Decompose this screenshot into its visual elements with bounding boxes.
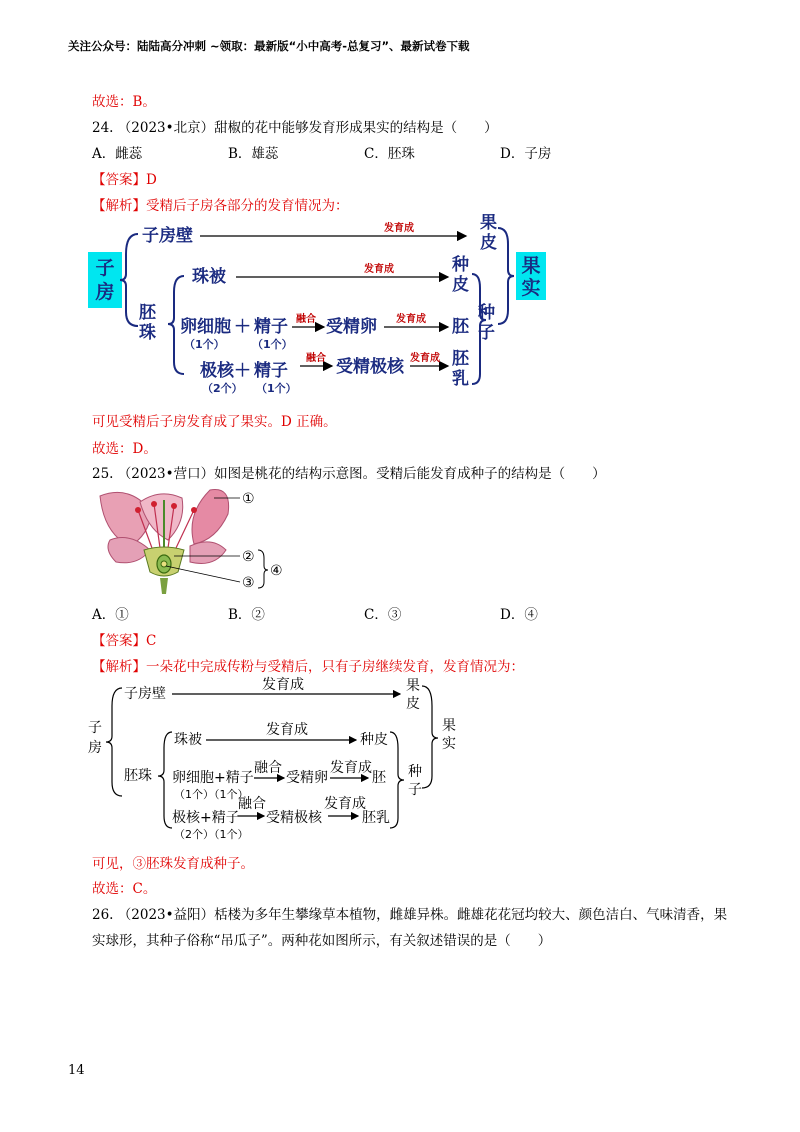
peel-label-2: 皮 [480,233,497,253]
q24-conclusion-2: 故选：D。 [92,441,157,457]
label-4: ④ [270,563,283,579]
fruit-label-2: 实 [521,277,541,299]
m-fruit-2: 实 [442,736,456,752]
sperm-label-1: 精子 [254,317,288,337]
q25-analysis [92,655,524,675]
q25-answer [92,629,156,649]
q25-conclusion-1: 可见，③胚珠发育成种子。 [92,856,254,872]
answer-value: D [146,172,157,188]
sperm-label-2: 精子 [254,361,288,381]
zygote-label: 受精卵 [326,317,377,337]
q24-conclusion-1: 可见受精后子房发育成了果实。D 正确。 [92,414,337,430]
egg-label: 卵细胞 [180,317,231,337]
m-ovary-wall: 子房壁 [124,686,166,702]
q24-stem: 24. （2023•北京）甜椒的花中能够发育形成果实的结构是（ ） [92,120,498,136]
ovary-brace [120,234,138,326]
q25-option-c: C．③ [364,607,402,623]
m-embryo: 胚 [372,770,386,786]
m-seed-1: 种 [408,764,422,780]
label-2: ② [242,549,255,565]
m-counts-2: （2个）（1个） [174,828,249,841]
m-ovary-1: 子 [88,720,102,736]
embryo-label: 胚 [452,317,469,337]
m-develop-3: 发育成 [330,760,372,776]
seedcoat-label-2: 皮 [452,275,469,295]
ovary-wall-label: 子房壁 [142,226,193,246]
m-ovule: 胚珠 [124,768,152,784]
endo-label-2: 乳 [452,369,469,389]
m-endo: 胚乳 [362,810,390,826]
q25-option-b: B．② [228,607,265,623]
m-polar-sperm: 极核+精子 [172,810,240,826]
analysis-text: 一朵花中完成传粉与受精后，只有子房继续发育，发育情况为： [146,659,524,675]
prev-conclusion: 故选：B。 [92,94,156,110]
page-number: 14 [68,1063,85,1078]
m-seed-2: 子 [408,782,422,798]
ovule-label-2: 珠 [139,323,156,343]
m-peel-1: 果 [406,678,420,694]
m-integument: 珠被 [174,732,202,748]
m-egg-sperm: 卵细胞+精子 [172,770,254,786]
analysis-tag: 【解析】 [92,198,146,214]
seed-label-2: 子 [478,323,495,343]
fuse-label-2: 融合 [306,353,326,364]
ovary-label-2: 房 [95,281,115,303]
m-fuse-1: 融合 [254,760,282,776]
q25-stem: 25. （2023•营口）如图是桃花的结构示意图。受精后能发育成种子的结构是（ ） [92,466,606,482]
q24-option-c: C．胚珠 [364,146,415,162]
plus-2: ＋ [234,361,251,381]
fuse-label-1: 融合 [296,314,316,325]
m-zygote: 受精卵 [286,770,328,786]
q25-conclusion-2: 故选：C。 [92,881,157,897]
endo-label-1: 胚 [452,349,469,369]
m-ovary-2: 房 [88,740,102,756]
answer-tag: 【答案】 [92,633,146,649]
m-develop-4: 发育成 [324,796,366,812]
analysis-tag: 【解析】 [92,659,146,675]
m-counts-1: （1个）（1个） [174,788,249,801]
page-header: 关注公众号：陆陆高分冲刺 ~领取：最新版“小中高考-总复习”、最新试卷下载 [68,39,470,53]
q24-option-d: D．子房 [500,146,552,162]
peach-flower-figure [90,484,300,596]
q24-answer [92,168,157,188]
m-peel-2: 皮 [406,696,420,712]
develop-label-3: 发育成 [396,314,426,325]
answer-value: C [146,633,157,649]
label-1: ① [242,491,255,507]
sperm-count-2: （1个） [256,382,297,395]
polar-label: 极核 [200,361,234,381]
seed-label-1: 种 [478,303,495,323]
q25-development-diagram [88,676,478,844]
sperm-count-1: （1个） [252,338,293,351]
q25-option-a: A．① [92,607,129,623]
m-fuse-2: 融合 [238,796,266,812]
develop-label-4: 发育成 [410,353,440,364]
m-develop-2: 发育成 [266,722,308,738]
seedcoat-label-1: 种 [452,255,469,275]
q24-development-diagram [88,214,558,400]
ovary-label-1: 子 [95,257,115,279]
label-3: ③ [242,575,255,591]
m-fruit-1: 果 [442,718,456,734]
q24-analysis [92,194,349,214]
fruit-label-1: 果 [521,255,541,277]
q26-stem-line-1: 26. （2023•益阳）栝楼为多年生攀缘草本植物，雌雄异株。雌雄花花冠均较大、颜色洁白、气味清香，果 [92,907,728,923]
m-develop-1: 发育成 [262,677,304,693]
q26-stem-line-2: 实球形，其种子俗称“吊瓜子”。两种花如图所示，有关叙述错误的是（ ） [92,933,552,949]
develop-label-1: 发育成 [384,223,414,234]
q24-option-a: A．雌蕊 [92,146,143,162]
q25-option-d: D．④ [500,607,538,623]
answer-tag: 【答案】 [92,172,146,188]
ovule-label-1: 胚 [139,303,156,323]
egg-count: （1个） [184,338,225,351]
m-fert-polar: 受精极核 [266,810,322,826]
integument-label: 珠被 [192,267,226,287]
fert-polar-label: 受精极核 [336,357,404,377]
q24-option-b: B．雄蕊 [228,146,279,162]
peel-label-1: 果 [480,214,497,233]
analysis-text: 受精后子房各部分的发育情况为： [146,198,349,214]
plus-1: ＋ [234,317,251,337]
polar-count: （2个） [202,382,243,395]
develop-label-2: 发育成 [364,264,394,275]
m-seedcoat: 种皮 [360,732,388,748]
